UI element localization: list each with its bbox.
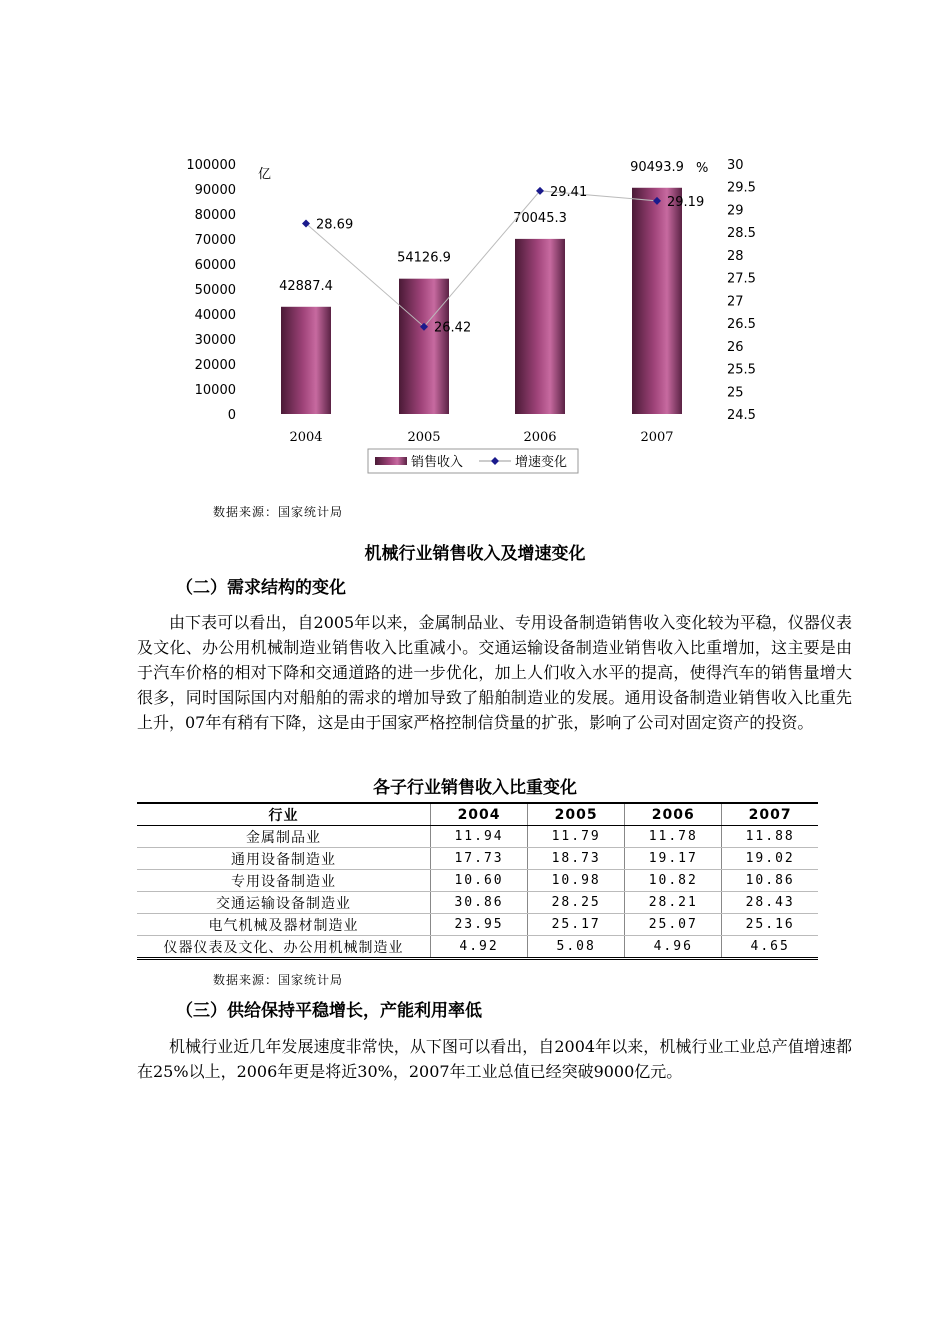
growth-value-label: 29.19 <box>667 194 705 210</box>
right-tick-label: 27 <box>727 294 744 310</box>
col-header-2007: 2007 <box>722 803 818 826</box>
bar-2007 <box>632 188 682 414</box>
cell-value: 11.88 <box>722 826 818 848</box>
right-tick-label: 27.5 <box>727 271 756 287</box>
sales-growth-chart <box>0 0 950 500</box>
paragraph-1: 由下表可以看出，自2005年以来，金属制品业、专用设备制造销售收入变化较为平稳，仪器仪表及文化、办公用机械制造业销售收入比重减小。交通运输设备制造业销售收入比重增加，这主要是由于汽车价格的相对下降和交通道路的进一步优化，加上人们收入水平的提高，使得汽车的销售量增大很多，同时国际国内对船舶的需求的增加导致了船舶制造业的发展。通用设备制造业销售收入比重先上升，07年有稍有下降，这是由于国家严格控制信贷量的扩张，影响了公司对固定资产的投资。 <box>137 613 852 732</box>
table-row <box>137 870 818 892</box>
cell-sector: 专用设备制造业 <box>137 870 431 892</box>
cell-sector: 电气机械及器材制造业 <box>137 914 431 936</box>
left-axis-unit: 亿 <box>258 167 272 182</box>
left-tick-label: 20000 <box>194 358 236 373</box>
col-header-sector: 行业 <box>137 803 431 826</box>
left-tick-label: 50000 <box>194 283 236 298</box>
left-tick-label: 10000 <box>194 383 236 398</box>
table-title: 各子行业销售收入比重变化 <box>373 778 577 798</box>
left-tick-label: 30000 <box>194 333 236 348</box>
left-tick-label: 60000 <box>194 258 236 273</box>
source-note-1: 数据来源：国家统计局 <box>213 505 344 519</box>
cell-value: 11.78 <box>625 826 722 848</box>
table-header-row <box>137 803 818 826</box>
bar-2005 <box>399 279 449 414</box>
bar-value-label: 90493.9 <box>630 159 684 175</box>
section-3-title: （三）供给保持平稳增长，产能利用率低 <box>176 1001 482 1021</box>
cell-value: 19.17 <box>625 848 722 870</box>
x-tick-label: 2005 <box>407 430 441 445</box>
left-tick-label: 100000 <box>186 158 236 173</box>
bar-2004 <box>281 307 331 414</box>
right-tick-label: 25.5 <box>727 362 756 378</box>
table-row <box>137 892 818 914</box>
growth-value-label: 26.42 <box>434 320 472 336</box>
left-tick-label: 40000 <box>194 308 236 323</box>
right-tick-label: 29.5 <box>727 180 756 196</box>
col-header-2004: 2004 <box>431 803 528 826</box>
bar-value-label: 70045.3 <box>513 210 567 226</box>
cell-sector: 金属制品业 <box>137 826 431 848</box>
legend-line-label: 增速变化 <box>515 455 568 470</box>
cell-value: 25.16 <box>722 914 818 936</box>
cell-sector: 通用设备制造业 <box>137 848 431 870</box>
cell-value: 30.86 <box>431 892 528 914</box>
table-row <box>137 848 818 870</box>
x-tick-label: 2006 <box>523 430 557 445</box>
cell-value: 25.07 <box>625 914 722 936</box>
cell-value: 11.79 <box>528 826 625 848</box>
cell-value: 10.86 <box>722 870 818 892</box>
right-tick-label: 25 <box>727 385 744 401</box>
source-note-2: 数据来源：国家统计局 <box>213 973 344 987</box>
cell-value: 10.60 <box>431 870 528 892</box>
right-tick-label: 26 <box>727 339 744 355</box>
cell-value: 28.21 <box>625 892 722 914</box>
table-row <box>137 826 818 848</box>
cell-value: 28.25 <box>528 892 625 914</box>
legend <box>368 449 578 473</box>
cell-sector: 交通运输设备制造业 <box>137 892 431 914</box>
x-tick-label: 2004 <box>289 430 323 445</box>
right-tick-label: 26.5 <box>727 317 756 333</box>
x-axis-ticks <box>289 430 673 445</box>
left-tick-label: 70000 <box>194 233 236 248</box>
cell-value: 10.98 <box>528 870 625 892</box>
right-axis-unit: % <box>696 161 709 176</box>
cell-value: 28.43 <box>722 892 818 914</box>
col-header-2005: 2005 <box>528 803 625 826</box>
left-tick-label: 90000 <box>194 183 236 198</box>
right-tick-label: 24.5 <box>727 408 756 423</box>
bar-2006 <box>515 239 565 414</box>
chart-title: 机械行业销售收入及增速变化 <box>364 544 586 564</box>
cell-value: 17.73 <box>431 848 528 870</box>
right-tick-label: 29 <box>727 203 744 219</box>
sector-share-table <box>137 802 818 960</box>
cell-value: 25.17 <box>528 914 625 936</box>
section-2-title: （二）需求结构的变化 <box>176 578 346 598</box>
legend-bar-label: 销售收入 <box>411 455 464 470</box>
table-row <box>137 936 818 959</box>
table-row <box>137 914 818 936</box>
growth-line <box>306 191 657 327</box>
left-tick-label: 80000 <box>194 208 236 223</box>
cell-value: 4.96 <box>625 936 722 959</box>
left-axis-ticks <box>186 158 236 423</box>
cell-value: 23.95 <box>431 914 528 936</box>
bar-value-label: 42887.4 <box>279 278 333 294</box>
right-tick-label: 28.5 <box>727 226 756 242</box>
cell-value: 4.92 <box>431 936 528 959</box>
cell-value: 5.08 <box>528 936 625 959</box>
growth-value-label: 28.69 <box>316 217 354 233</box>
cell-value: 19.02 <box>722 848 818 870</box>
cell-value: 18.73 <box>528 848 625 870</box>
cell-value: 11.94 <box>431 826 528 848</box>
growth-value-label: 29.41 <box>550 184 588 200</box>
legend-bar-swatch <box>375 457 407 465</box>
cell-sector: 仪器仪表及文化、办公用机械制造业 <box>137 936 431 959</box>
right-tick-label: 28 <box>727 248 744 264</box>
col-header-2006: 2006 <box>625 803 722 826</box>
left-tick-label: 0 <box>227 408 236 423</box>
x-tick-label: 2007 <box>640 430 674 445</box>
cell-value: 10.82 <box>625 870 722 892</box>
paragraph-2: 机械行业近几年发展速度非常快，从下图可以看出，自2004年以来，机械行业工业总产值增速都在25%以上，2006年更是将近30%，2007年工业总值已经突破9000亿元。 <box>137 1037 852 1081</box>
bar-value-label: 54126.9 <box>397 250 451 266</box>
cell-value: 4.65 <box>722 936 818 959</box>
right-tick-label: 30 <box>727 158 744 173</box>
right-axis-ticks <box>727 158 756 423</box>
